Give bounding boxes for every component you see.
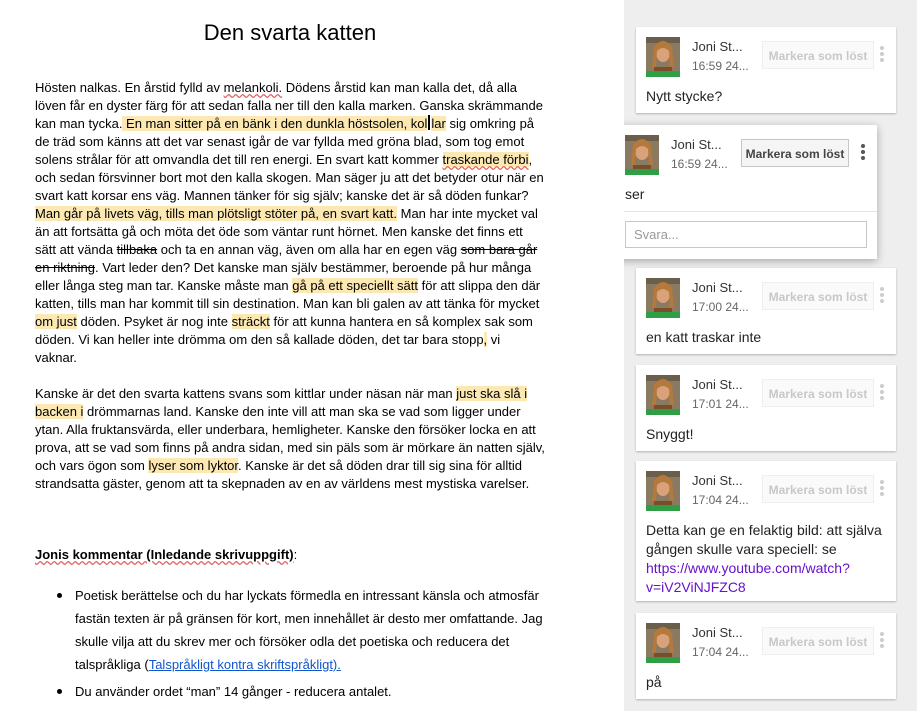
comment-heading[interactable] <box>35 547 297 562</box>
comment-card[interactable] <box>624 125 877 259</box>
resolve-button[interactable]: Markera som löst <box>762 282 874 310</box>
comment-card[interactable] <box>636 365 896 451</box>
text-run: Hösten nalkas. En årstid fylld av <box>35 80 224 95</box>
more-vert-icon[interactable] <box>880 480 884 498</box>
text-run: för att slippa den där katten, tills man har kommit till sin destination. Man kan bli galen av att tänka för mycket <box>35 278 541 311</box>
comment-author: Joni St... <box>692 280 743 295</box>
commented-text[interactable]: , <box>483 332 488 347</box>
text-run: Kanske är det den svarta kattens svans som kittlar under näsan när man <box>35 386 457 401</box>
comment-author: Joni St... <box>671 137 722 152</box>
feedback-text: Du använder ordet “man” 14 gånger - reducera antalet. <box>75 684 392 699</box>
text-run: vi vaknar. <box>35 332 501 365</box>
comment-time: 17:01 24... <box>692 397 749 411</box>
text-run: , och sedan försvinner bort mot den kalla skogen. Man säger ju att det betyder otur när en svart katt korsar ens väg. Mannen tänker för sig själv; kanske det är så döden funkar? <box>35 152 544 203</box>
text-run: döden. Psyket är nog inte <box>76 314 232 329</box>
commented-text[interactable]: En man sitter på en bänk i den dunkla höstsolen, <box>122 116 411 131</box>
resolve-button[interactable]: Markera som löst <box>762 41 874 69</box>
reference-link[interactable]: Talspråkligt kontra skriftspråkligt). <box>148 657 341 672</box>
text-run: . Vart leder den? Det kanske man själv bestämmer, beroende på hur många eller långa steg man tar. Kanske måste man <box>35 260 532 293</box>
text-run: Dödens årstid kan man kalla det, då alla löven får en dyster färg för att sedan falla ner till den kalla marken. Ganska skrämmande kan man tycka. <box>35 80 543 131</box>
comment-card[interactable] <box>636 461 896 601</box>
comment-text: Snyggt! <box>646 426 694 442</box>
comment-link[interactable]: https://www.youtube.com/watch?v=iV2ViNJFZC8 <box>646 560 850 595</box>
comment-text: ser <box>625 186 645 202</box>
more-vert-icon[interactable] <box>880 287 884 305</box>
commented-text[interactable]: just ska slå i backen i <box>35 386 528 419</box>
avatar <box>646 375 680 415</box>
more-vert-icon[interactable] <box>880 632 884 650</box>
text-run: och ta en annan väg, även om alla har en egen väg <box>157 242 461 257</box>
paragraph-2[interactable] <box>35 385 545 493</box>
comment-body <box>646 521 886 597</box>
struck-text: som bara går en riktning <box>35 242 538 275</box>
commented-text[interactable]: traskande förbi <box>442 152 529 167</box>
comment-body <box>646 425 886 444</box>
comment-time: 17:04 24... <box>692 645 749 659</box>
commented-text[interactable]: sträckt <box>231 314 270 329</box>
comment-text: en katt traskar inte <box>646 329 762 345</box>
comment-heading-colon: : <box>293 547 298 562</box>
reply-area <box>624 211 877 260</box>
text-run: . Kanske är det så döden drar till sig sina för alltid strandsatta gäster, genom att ta skepnaden av en av världens mest mystiska varelser. <box>35 458 530 491</box>
document-title[interactable]: Den svarta katten <box>203 20 377 45</box>
comment-text: på <box>646 674 662 690</box>
commented-text[interactable]: kol <box>410 116 428 131</box>
paragraph-1[interactable] <box>35 79 545 367</box>
feedback-item <box>35 584 555 676</box>
resolve-button[interactable]: Markera som löst <box>741 139 849 167</box>
more-vert-icon[interactable] <box>880 46 884 64</box>
feedback-text: Poetisk berättelse och du har lyckats förmedla en intressant känsla och atmosfär fastän texten är på gränsen för kort, men innehållet är desto mer omfattande. Jag skulle vilja att du skrev mer och försöker odla det poetiska och reducera det talspråkliga ( <box>75 588 543 672</box>
comment-author: Joni St... <box>692 625 743 640</box>
comment-card[interactable] <box>636 613 896 699</box>
comment-body <box>625 185 865 204</box>
bullet-icon <box>57 689 62 694</box>
comment-body <box>646 328 886 347</box>
comment-card[interactable] <box>636 27 896 113</box>
text-run: för att kunna hantera en så komplex sak som döden. Vi kan heller inte drömma om den så kallade döden, det tar bara stopp <box>35 314 533 347</box>
avatar <box>646 37 680 77</box>
commented-text[interactable]: lyser som lyktor <box>148 458 239 473</box>
commented-text[interactable]: lar <box>431 116 446 131</box>
bullet-icon <box>57 593 62 598</box>
text-run: Man har inte mycket val än att fortsätta gå och möta det öde som väntar runt hörnet. Men kanske det finns ett sätt att vända <box>35 206 538 257</box>
comment-author: Joni St... <box>692 39 743 54</box>
comment-body <box>646 673 886 692</box>
comment-time: 16:59 24... <box>671 157 728 171</box>
avatar <box>646 278 680 318</box>
comment-time: 17:00 24... <box>692 300 749 314</box>
more-vert-icon[interactable] <box>880 384 884 402</box>
comment-body <box>646 87 886 106</box>
feedback-list <box>35 584 555 707</box>
commented-text[interactable]: om just <box>35 314 77 329</box>
struck-text: tillbaka <box>116 242 158 257</box>
commented-text[interactable]: gå på ett speciellt sätt <box>292 278 418 293</box>
more-vert-icon[interactable] <box>861 144 865 162</box>
feedback-item <box>35 680 555 703</box>
text-run: sig omkring på de träd som känns att det var senast igår de var fyllda med gröna blad, som tog emot solens strålar för att omvandla det till ren energi. En svart katt kommer <box>35 116 535 167</box>
commented-text[interactable]: Man går på livets väg, tills man plötsligt stöter på, en svart katt. <box>35 206 397 221</box>
text-run: drömmarnas land. Kanske den inte vill att man ska se vad som ligger under ytan. Alla fruktansvärda, eller underbara, hemligheter. Kanske den försöker locka en att prova, att se vad som finns på andra sidan, med sin päls som är mörkare än natten själv, och vars ögon som <box>35 404 545 473</box>
comment-time: 16:59 24... <box>692 59 749 73</box>
avatar <box>646 471 680 511</box>
resolve-button[interactable]: Markera som löst <box>762 475 874 503</box>
comment-card[interactable] <box>636 268 896 354</box>
comment-author: Joni St... <box>692 377 743 392</box>
comment-text: Nytt stycke? <box>646 88 723 104</box>
comments-sidebar <box>624 0 917 711</box>
avatar <box>646 623 680 663</box>
resolve-button[interactable]: Markera som löst <box>762 627 874 655</box>
avatar <box>625 135 659 175</box>
resolve-button[interactable]: Markera som löst <box>762 379 874 407</box>
comment-text: Detta kan ge en felaktig bild: att själva gången skulle vara speciell: se <box>646 522 882 557</box>
reply-input[interactable] <box>625 221 867 248</box>
comment-heading-bold: Jonis kommentar (Inledande skrivuppgift) <box>35 547 294 562</box>
comment-author: Joni St... <box>692 473 743 488</box>
comment-time: 17:04 24... <box>692 493 749 507</box>
text-run: melankoli. <box>223 80 283 95</box>
